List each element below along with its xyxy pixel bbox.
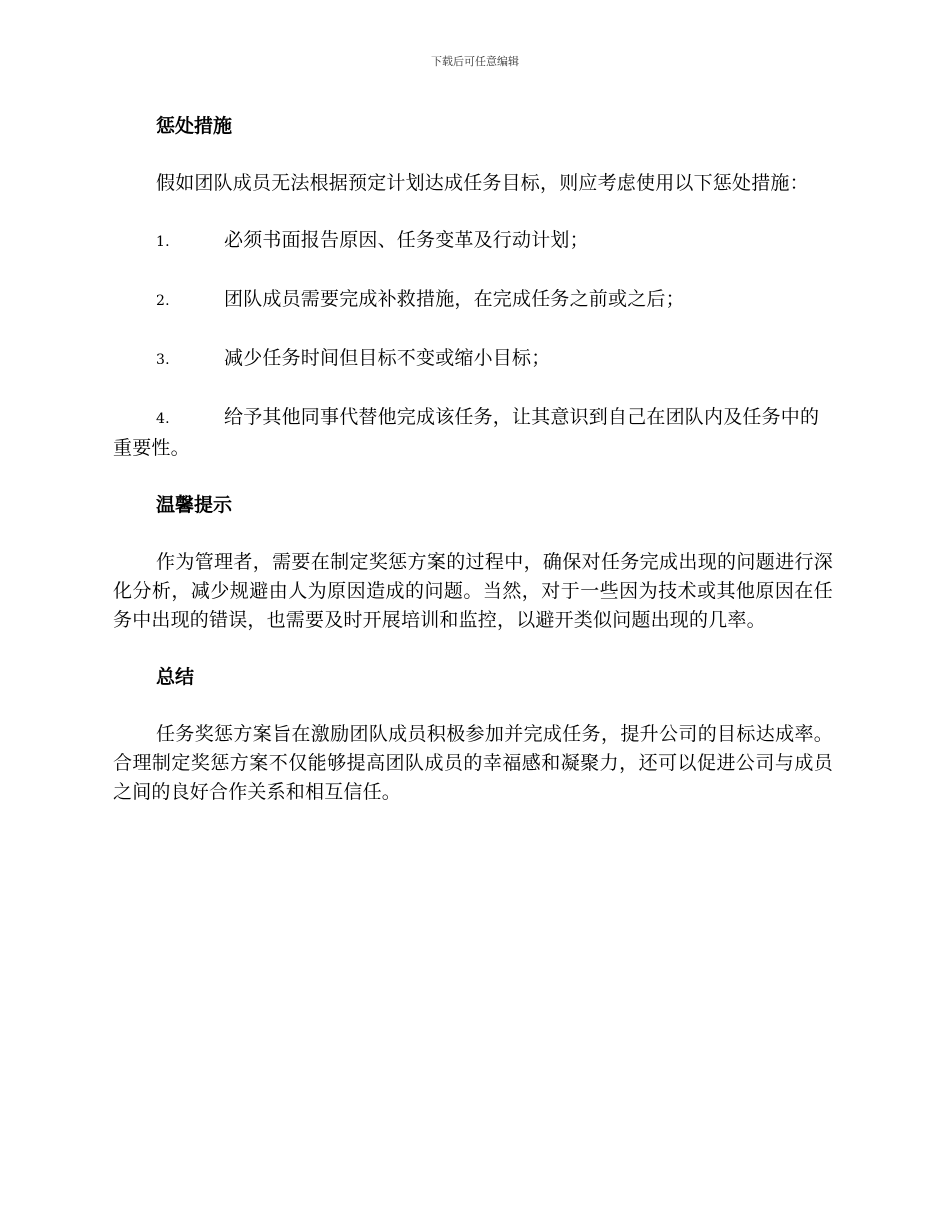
list-item <box>113 344 833 375</box>
list-item-text: 给予其他同事代替他完成该任务，让其意识到自己在团队内及任务中的重要性。 <box>113 406 820 459</box>
list-item-number: 3. <box>156 352 170 368</box>
document-body <box>113 112 833 835</box>
list-item <box>113 403 833 463</box>
list-item <box>113 226 833 257</box>
summary-paragraph: 任务奖惩方案旨在激励团队成员积极参加并完成任务，提升公司的目标达成率。合理制定奖惩方案不仅能够提高团队成员的幸福感和凝聚力，还可以促进公司与成员之间的良好合作关系和相互信任。 <box>113 723 833 803</box>
list-item-number: 1. <box>156 234 170 250</box>
list-item-text: 减少任务时间但目标不变或缩小目标； <box>224 347 551 369</box>
tips-paragraph: 作为管理者，需要在制定奖惩方案的过程中，确保对任务完成出现的问题进行深化分析，减少规避由人为原因造成的问题。当然，对于一些因为技术或其他原因在任务中出现的错误，也需要及时开展培训和监控，以避开类似问题出现的几率。 <box>113 551 833 631</box>
list-item-text: 团队成员需要完成补救措施，在完成任务之前或之后； <box>224 288 685 310</box>
section-heading-summary: 总结 <box>156 666 195 688</box>
list-item <box>113 285 833 316</box>
penalty-list <box>113 226 833 463</box>
list-item-text: 必须书面报告原因、任务变革及行动计划； <box>224 229 589 251</box>
list-item-number: 4. <box>156 411 170 427</box>
section-heading-tips: 温馨提示 <box>156 494 233 516</box>
page-header: 下载后可任意编辑 <box>431 55 519 68</box>
section-heading-penalty: 惩处措施 <box>156 115 233 137</box>
penalty-intro-paragraph: 假如团队成员无法根据预定计划达成任务目标，则应考虑使用以下惩处措施： <box>156 172 809 194</box>
list-item-number: 2. <box>156 293 170 309</box>
